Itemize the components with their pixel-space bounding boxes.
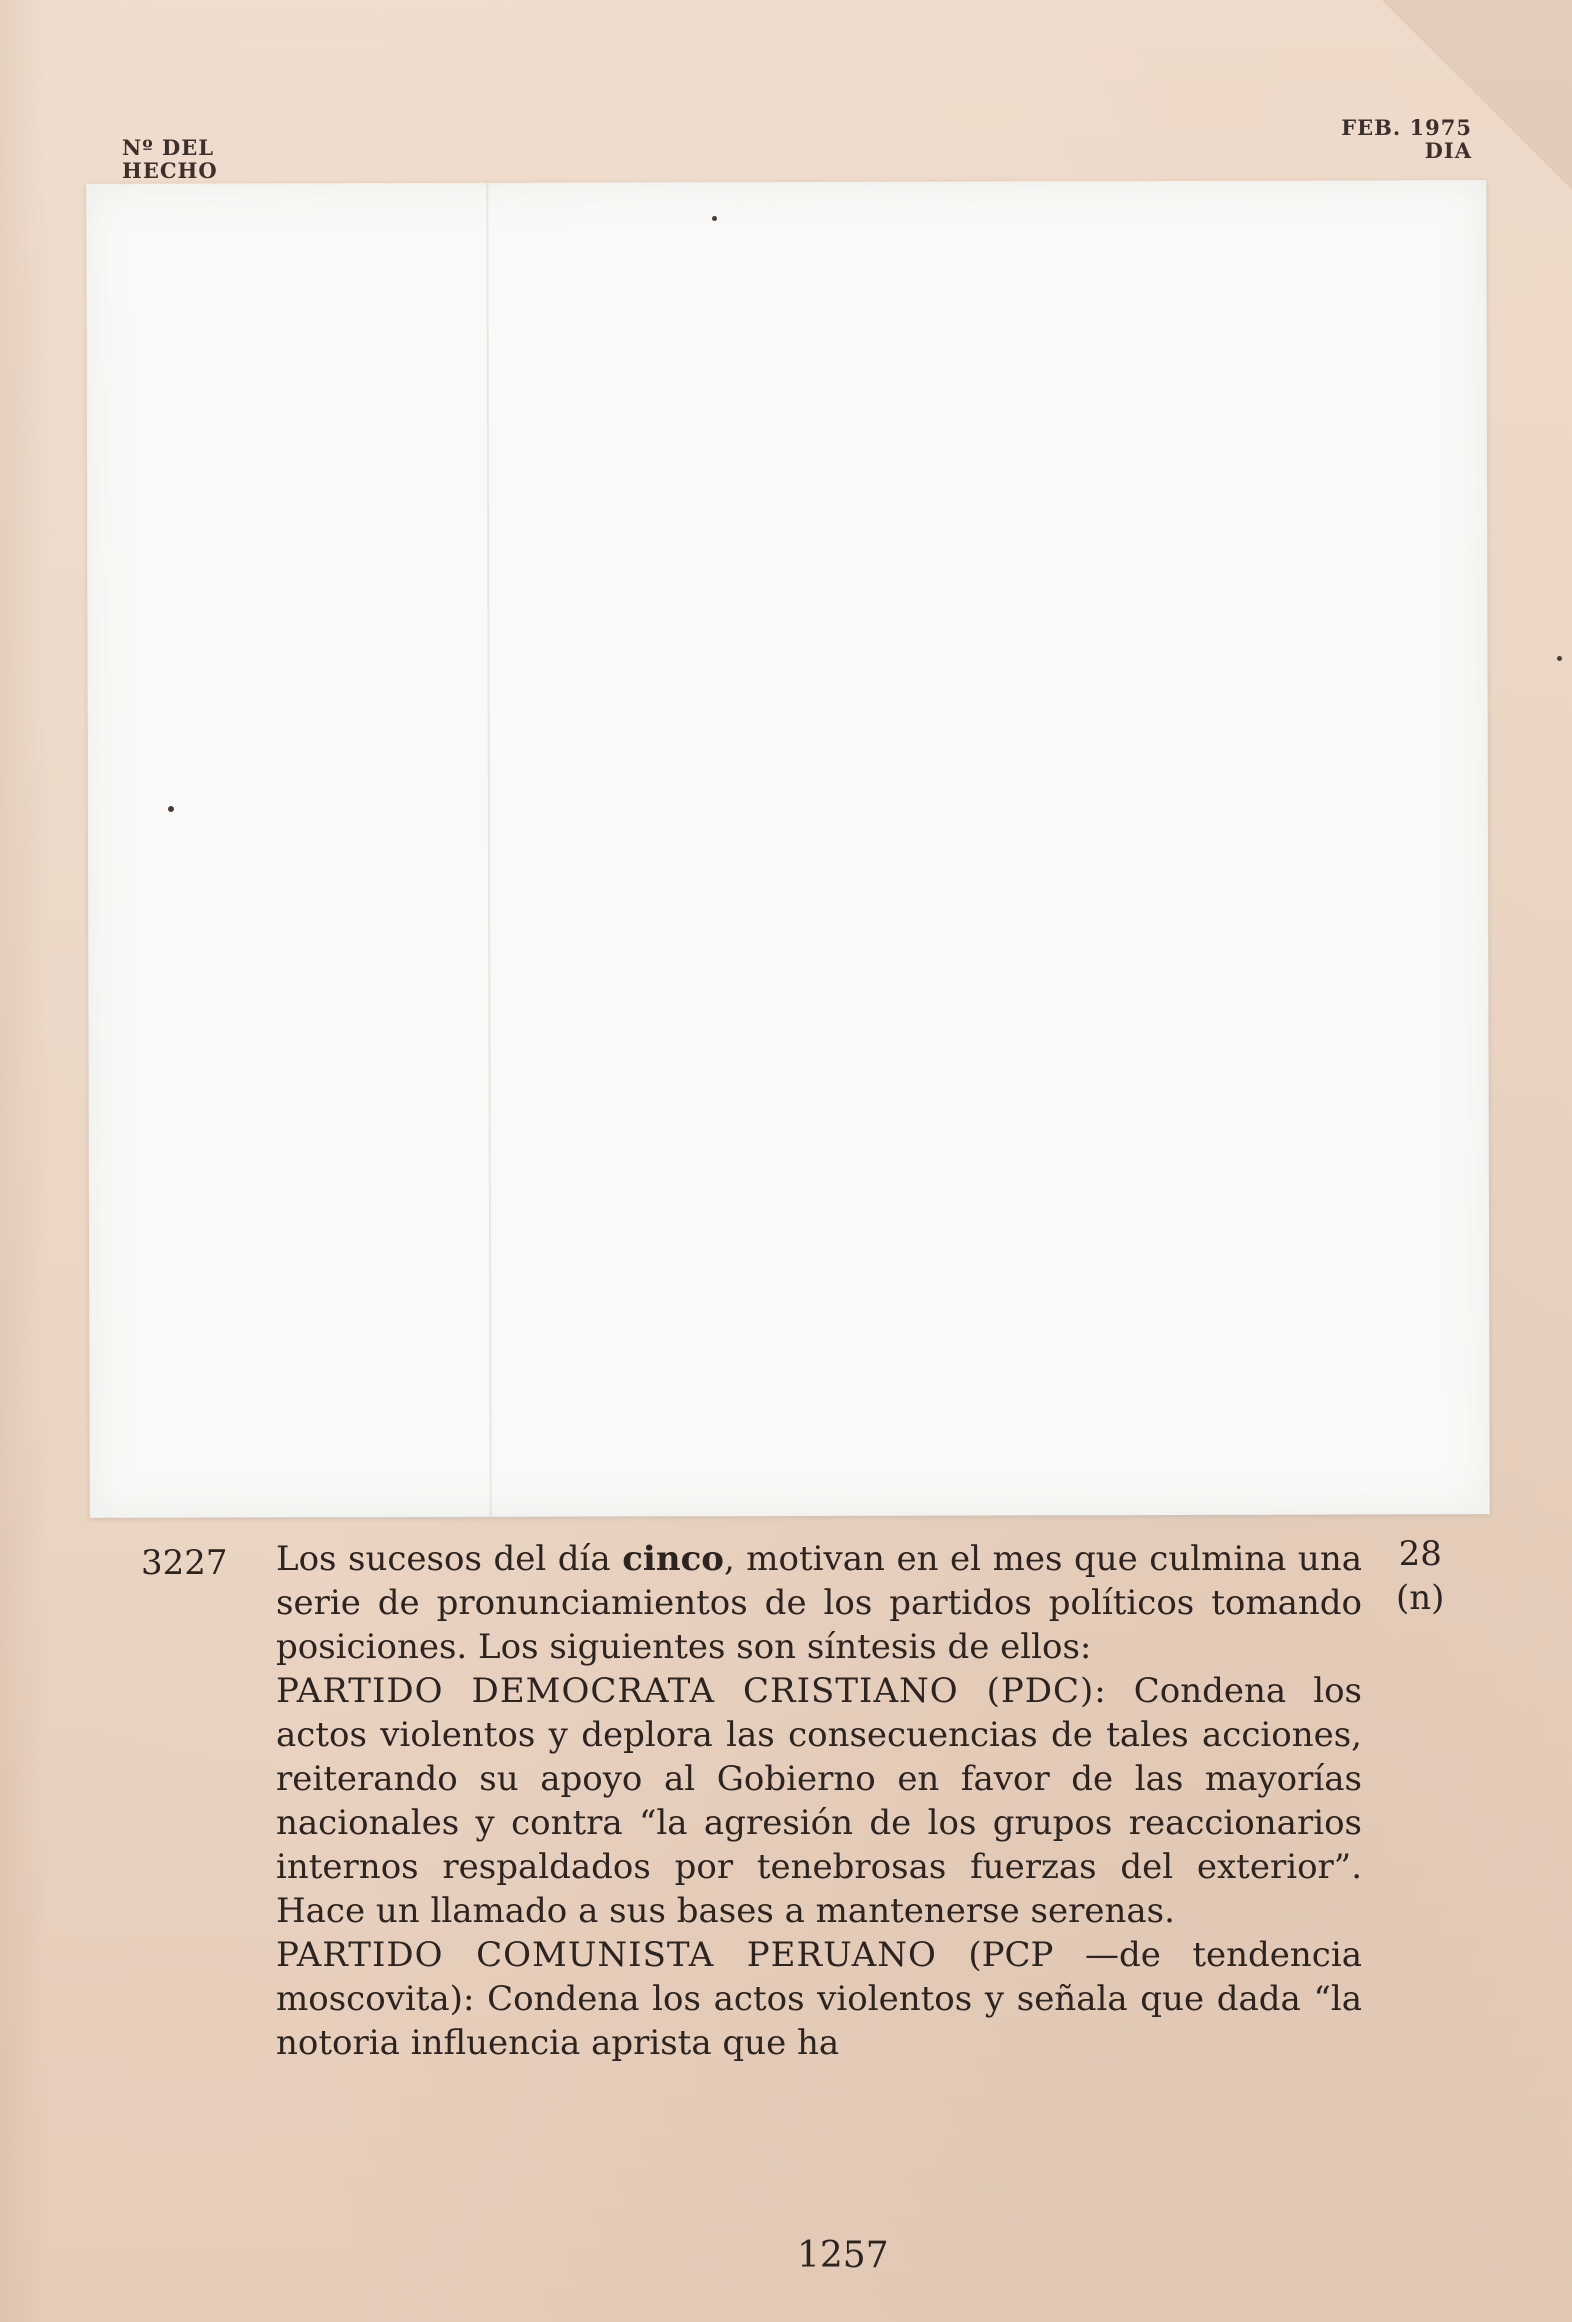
header-left-line1: Nº DEL <box>122 135 214 160</box>
header-right-line1: FEB. 1975 <box>1341 115 1472 140</box>
section-text-pdc: Condena los actos violentos y deplora las consecuencias de tales acciones, reiterando su apoyo al Gobierno en favor de las mayorías nacionales y contra “la agresión de los grupos reaccionarios internos respaldados por tenebrosas fuerzas del exterior”. Hace un llamado a sus bases a mantenerse serenas. <box>276 1671 1362 1931</box>
header-date-label <box>1341 116 1472 162</box>
header-fact-number-label <box>122 136 218 182</box>
ink-speck <box>168 806 174 812</box>
intro-text-after: , motivan en el mes que culmina una serie de pronunciamientos de los partidos políticos tomando posiciones. Los siguientes son síntesis de ellos: <box>276 1539 1362 1667</box>
blank-paper-overlay <box>86 180 1489 1518</box>
entry-number: 3227 <box>141 1543 228 1583</box>
ink-speck <box>712 216 717 221</box>
section-pcp <box>276 1933 1362 2065</box>
ink-speck <box>1557 656 1562 661</box>
intro-text-before: Los sucesos del día <box>276 1539 623 1579</box>
header-left-line2: HECHO <box>122 158 218 183</box>
header-right-line2: DIA <box>1424 138 1472 163</box>
page-edge-shadow <box>0 0 48 2322</box>
section-title-pcp: PARTIDO COMUNISTA PERUANO <box>276 1935 937 1975</box>
entry-intro <box>276 1537 1362 1669</box>
entry-date <box>1396 1532 1444 1620</box>
page-number: 1257 <box>797 2235 889 2276</box>
entry-tag: (n) <box>1396 1578 1445 1618</box>
paper-crease <box>486 183 491 1517</box>
entry-day: 28 <box>1398 1534 1442 1574</box>
section-title-pdc: PARTIDO DEMOCRATA CRISTIANO (PDC): <box>276 1671 1107 1711</box>
entry-body <box>276 1537 1362 2065</box>
section-pdc <box>276 1669 1362 1933</box>
intro-emphasis: cinco <box>622 1539 724 1579</box>
section-text-pcp: (PCP —de tendencia moscovita): Condena los actos violentos y señala que dada “la notoria influencia aprista que ha <box>276 1935 1362 2063</box>
